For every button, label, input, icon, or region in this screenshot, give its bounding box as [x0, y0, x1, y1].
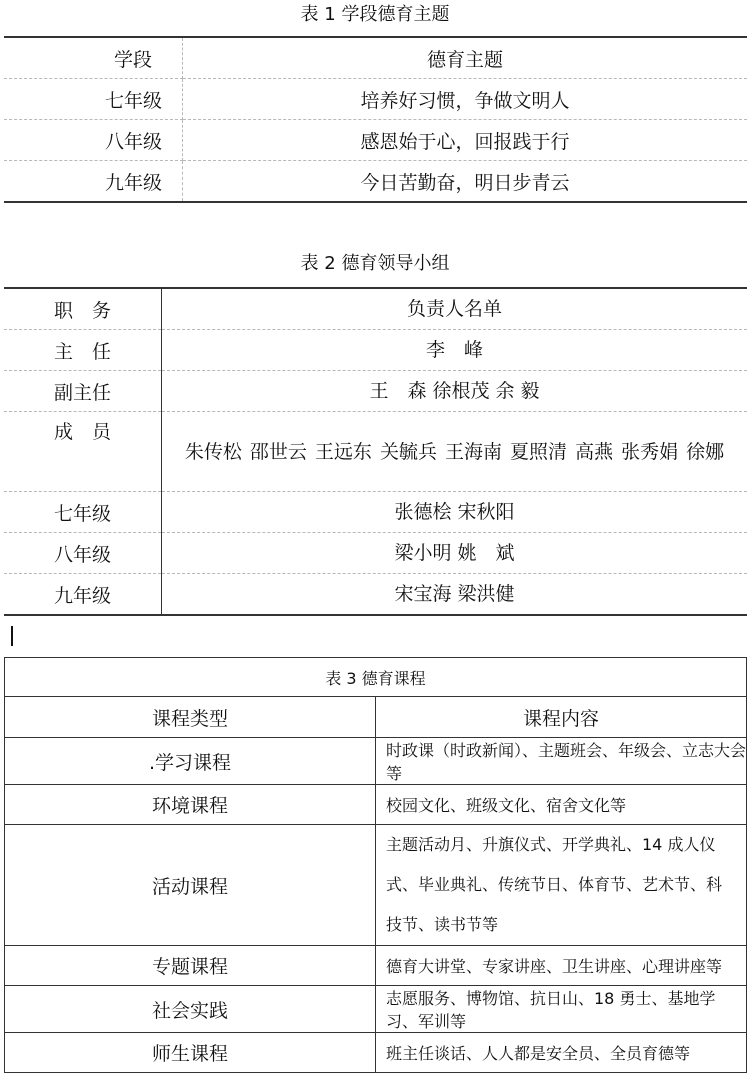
grade-cell: 九年级	[4, 161, 183, 203]
course-content-cell: 德育大讲堂、专家讲座、卫生讲座、心理讲座等	[376, 946, 747, 986]
table-row	[4, 161, 747, 203]
table-row	[4, 120, 747, 161]
role-cell: 八年级	[4, 533, 162, 574]
table-row	[4, 79, 747, 120]
role-cell: 成 员	[4, 412, 162, 492]
course-type-cell: 社会实践	[5, 986, 376, 1033]
theme-cell: 培养好习惯，争做文明人	[183, 79, 748, 120]
table3-title: 表 3 德育课程	[5, 658, 747, 697]
table-row	[4, 574, 747, 616]
table-row	[5, 738, 747, 785]
table-row	[5, 986, 747, 1033]
header-cell: 职 务	[4, 288, 162, 330]
role-cell: 七年级	[4, 492, 162, 533]
course-type-cell: 活动课程	[5, 825, 376, 946]
table-row	[5, 946, 747, 986]
course-type-cell: 专题课程	[5, 946, 376, 986]
role-cell: 九年级	[4, 574, 162, 616]
course-type-cell: .学习课程	[5, 738, 376, 785]
header-cell: 负责人名单	[162, 288, 748, 330]
header-cell: 德育主题	[183, 37, 748, 79]
table-header-row	[5, 697, 747, 738]
table1-title: 表 1 学段德育主题	[300, 4, 450, 25]
course-type-cell: 师生课程	[5, 1033, 376, 1073]
course-content-cell: 时政课（时政新闻）、主题班会、年级会、立志大会等	[376, 738, 747, 785]
table-row	[4, 533, 747, 574]
table-header-row	[4, 288, 747, 330]
theme-cell: 今日苦勤奋，明日步青云	[360, 171, 570, 194]
table-row	[4, 412, 747, 492]
table3-moral-curriculum	[4, 657, 747, 1073]
table-row	[4, 330, 747, 371]
course-type-cell: 环境课程	[5, 785, 376, 825]
table-row	[5, 825, 747, 946]
text-cursor	[11, 626, 13, 646]
course-content-cell: 主题活动月、升旗仪式、开学典礼、14 成人仪式、毕业典礼、传统节日、体育节、艺术节、科技节、读书节等	[376, 825, 747, 946]
names-cell: 宋宝海 梁洪健	[394, 583, 515, 605]
table2-title: 表 2 德育领导小组	[300, 253, 450, 274]
table1-moral-themes	[4, 36, 747, 203]
theme-cell: 感恩始于心，回报践于行	[183, 120, 748, 161]
table-row	[4, 371, 747, 412]
table2-leadership-group	[4, 287, 747, 616]
table-row	[5, 785, 747, 825]
table-header-row	[4, 37, 747, 79]
grade-cell: 七年级	[4, 79, 183, 120]
grade-cell: 八年级	[4, 120, 183, 161]
names-cell: 王 森 徐根茂 余 毅	[162, 371, 748, 412]
header-cell: 学段	[4, 37, 183, 79]
table-row	[5, 1033, 747, 1073]
course-content-cell: 校园文化、班级文化、宿舍文化等	[376, 785, 747, 825]
table3-title-row	[5, 658, 747, 697]
course-content-cell: 志愿服务、博物馆、抗日山、18 勇士、基地学习、军训等	[376, 986, 747, 1033]
names-cell: 梁小明 姚 斌	[162, 533, 748, 574]
header-cell: 课程内容	[376, 697, 747, 738]
role-cell: 副主任	[4, 371, 162, 412]
table-row	[4, 492, 747, 533]
names-cell: 张德桧 宋秋阳	[162, 492, 748, 533]
names-cell: 李 峰	[162, 330, 748, 371]
names-cell: 朱传松 邵世云 王远东 关毓兵 王海南 夏照清 高燕 张秀娟 徐娜	[162, 412, 748, 492]
role-cell: 主 任	[4, 330, 162, 371]
course-content-cell: 班主任谈话、人人都是安全员、全员育德等	[376, 1033, 747, 1073]
header-cell: 课程类型	[5, 697, 376, 738]
